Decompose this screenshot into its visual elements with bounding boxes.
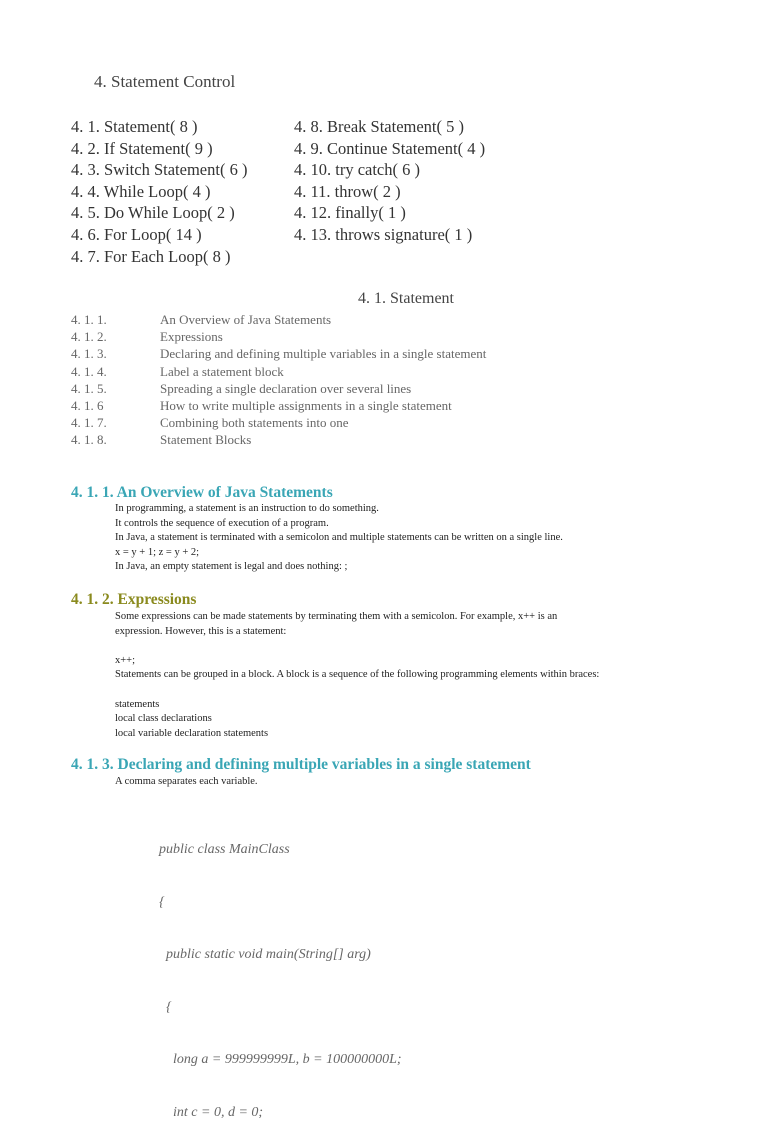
body-line: local class declarations [115, 713, 212, 725]
sub-toc-link[interactable]: Expressions [160, 329, 223, 345]
code-line: public class MainClass [159, 842, 290, 857]
sub-toc-number: 4. 1. 7. [71, 415, 107, 431]
section-title: 4. 1. Statement [358, 290, 454, 307]
toc-link[interactable]: 4. 7. For Each Loop( 8 ) [71, 246, 231, 266]
sub-toc-number: 4. 1. 5. [71, 380, 107, 396]
sub-toc-link[interactable]: Label a statement block [160, 363, 284, 379]
sub-toc-link[interactable]: Declaring and defining multiple variables in a single statement [160, 346, 487, 362]
body-line [115, 683, 675, 698]
sub-toc-number: 4. 1. 8. [71, 432, 107, 448]
code-line: { [159, 894, 165, 910]
body-line: local variable declaration statements [115, 727, 269, 739]
toc-link[interactable]: 4. 9. Continue Statement( 4 ) [294, 138, 486, 158]
body-line [115, 639, 675, 654]
body-line: In Java, a statement is terminated with a semicolon and multiple statements can be written on a single line. [115, 532, 563, 544]
toc-link[interactable]: 4. 4. While Loop( 4 ) [71, 181, 211, 201]
code-line: long a = 999999999L, b = 100000000L; [159, 1052, 402, 1067]
chapter-title: 4. Statement Control [94, 72, 236, 91]
body-line: Some expressions can be made statements by terminating them with a semicolon. For example, x++ is an [115, 611, 558, 622]
section-heading-expressions: 4. 1. 2. Expressions [71, 591, 197, 608]
toc-link[interactable]: 4. 6. For Loop( 14 ) [71, 224, 202, 244]
body-line: In programming, a statement is an instruction to do something. [115, 503, 379, 514]
sub-toc-number: 4. 1. 2. [71, 329, 107, 345]
body-line: In Java, an empty statement is legal and does nothing: ; [115, 561, 348, 573]
sub-toc-link[interactable]: Combining both statements into one [160, 415, 349, 431]
toc-link[interactable]: 4. 2. If Statement( 9 ) [71, 138, 213, 158]
toc-right-column [294, 116, 485, 246]
toc-link[interactable]: 4. 3. Switch Statement( 6 ) [71, 160, 248, 180]
toc-link[interactable]: 4. 12. finally( 1 ) [294, 203, 406, 223]
section-body-multiple-variables [115, 775, 675, 790]
body-line: expression. However, this is a statement: [115, 625, 287, 637]
section-heading-multiple-variables: 4. 1. 3. Declaring and defining multiple variables in a single statement [71, 756, 531, 773]
body-line: A comma separates each variable. [115, 776, 258, 787]
body-line: x++; [115, 654, 136, 666]
toc-link[interactable]: 4. 11. throw( 2 ) [294, 181, 401, 201]
code-line: { [159, 999, 172, 1015]
body-line: x = y + 1; z = y + 2; [115, 546, 200, 558]
body-line: statements [115, 698, 160, 710]
toc-left-column [71, 116, 247, 267]
section-body-overview [115, 502, 675, 575]
body-line: Statements can be grouped in a block. A block is a sequence of the following programming elements within braces: [115, 669, 600, 681]
section-body-expressions [115, 610, 675, 741]
code-line: int c = 0, d = 0; [159, 1104, 264, 1120]
code-block [159, 806, 402, 1139]
sub-toc-number: 4. 1. 4. [71, 363, 107, 379]
sub-toc-number: 4. 1. 1. [71, 312, 107, 327]
sub-toc-number: 4. 1. 3. [71, 346, 107, 362]
section-heading-overview: 4. 1. 1. An Overview of Java Statements [71, 484, 333, 501]
toc-link[interactable]: 4. 8. Break Statement( 5 ) [294, 117, 464, 136]
sub-toc-link[interactable]: How to write multiple assignments in a single statement [160, 397, 452, 413]
sub-toc-link[interactable]: Spreading a single declaration over several lines [160, 380, 412, 396]
toc-link[interactable]: 4. 1. Statement( 8 ) [71, 117, 198, 136]
sub-toc-link[interactable]: An Overview of Java Statements [160, 312, 332, 327]
toc-link[interactable]: 4. 10. try catch( 6 ) [294, 160, 420, 180]
code-line: public static void main(String[] arg) [159, 947, 371, 962]
toc-link[interactable]: 4. 13. throws signature( 1 ) [294, 224, 473, 244]
toc-link[interactable]: 4. 5. Do While Loop( 2 ) [71, 203, 235, 223]
body-line: It controls the sequence of execution of a program. [115, 517, 329, 529]
sub-toc-link[interactable]: Statement Blocks [160, 432, 252, 448]
sub-toc-number: 4. 1. 6 [71, 397, 104, 413]
